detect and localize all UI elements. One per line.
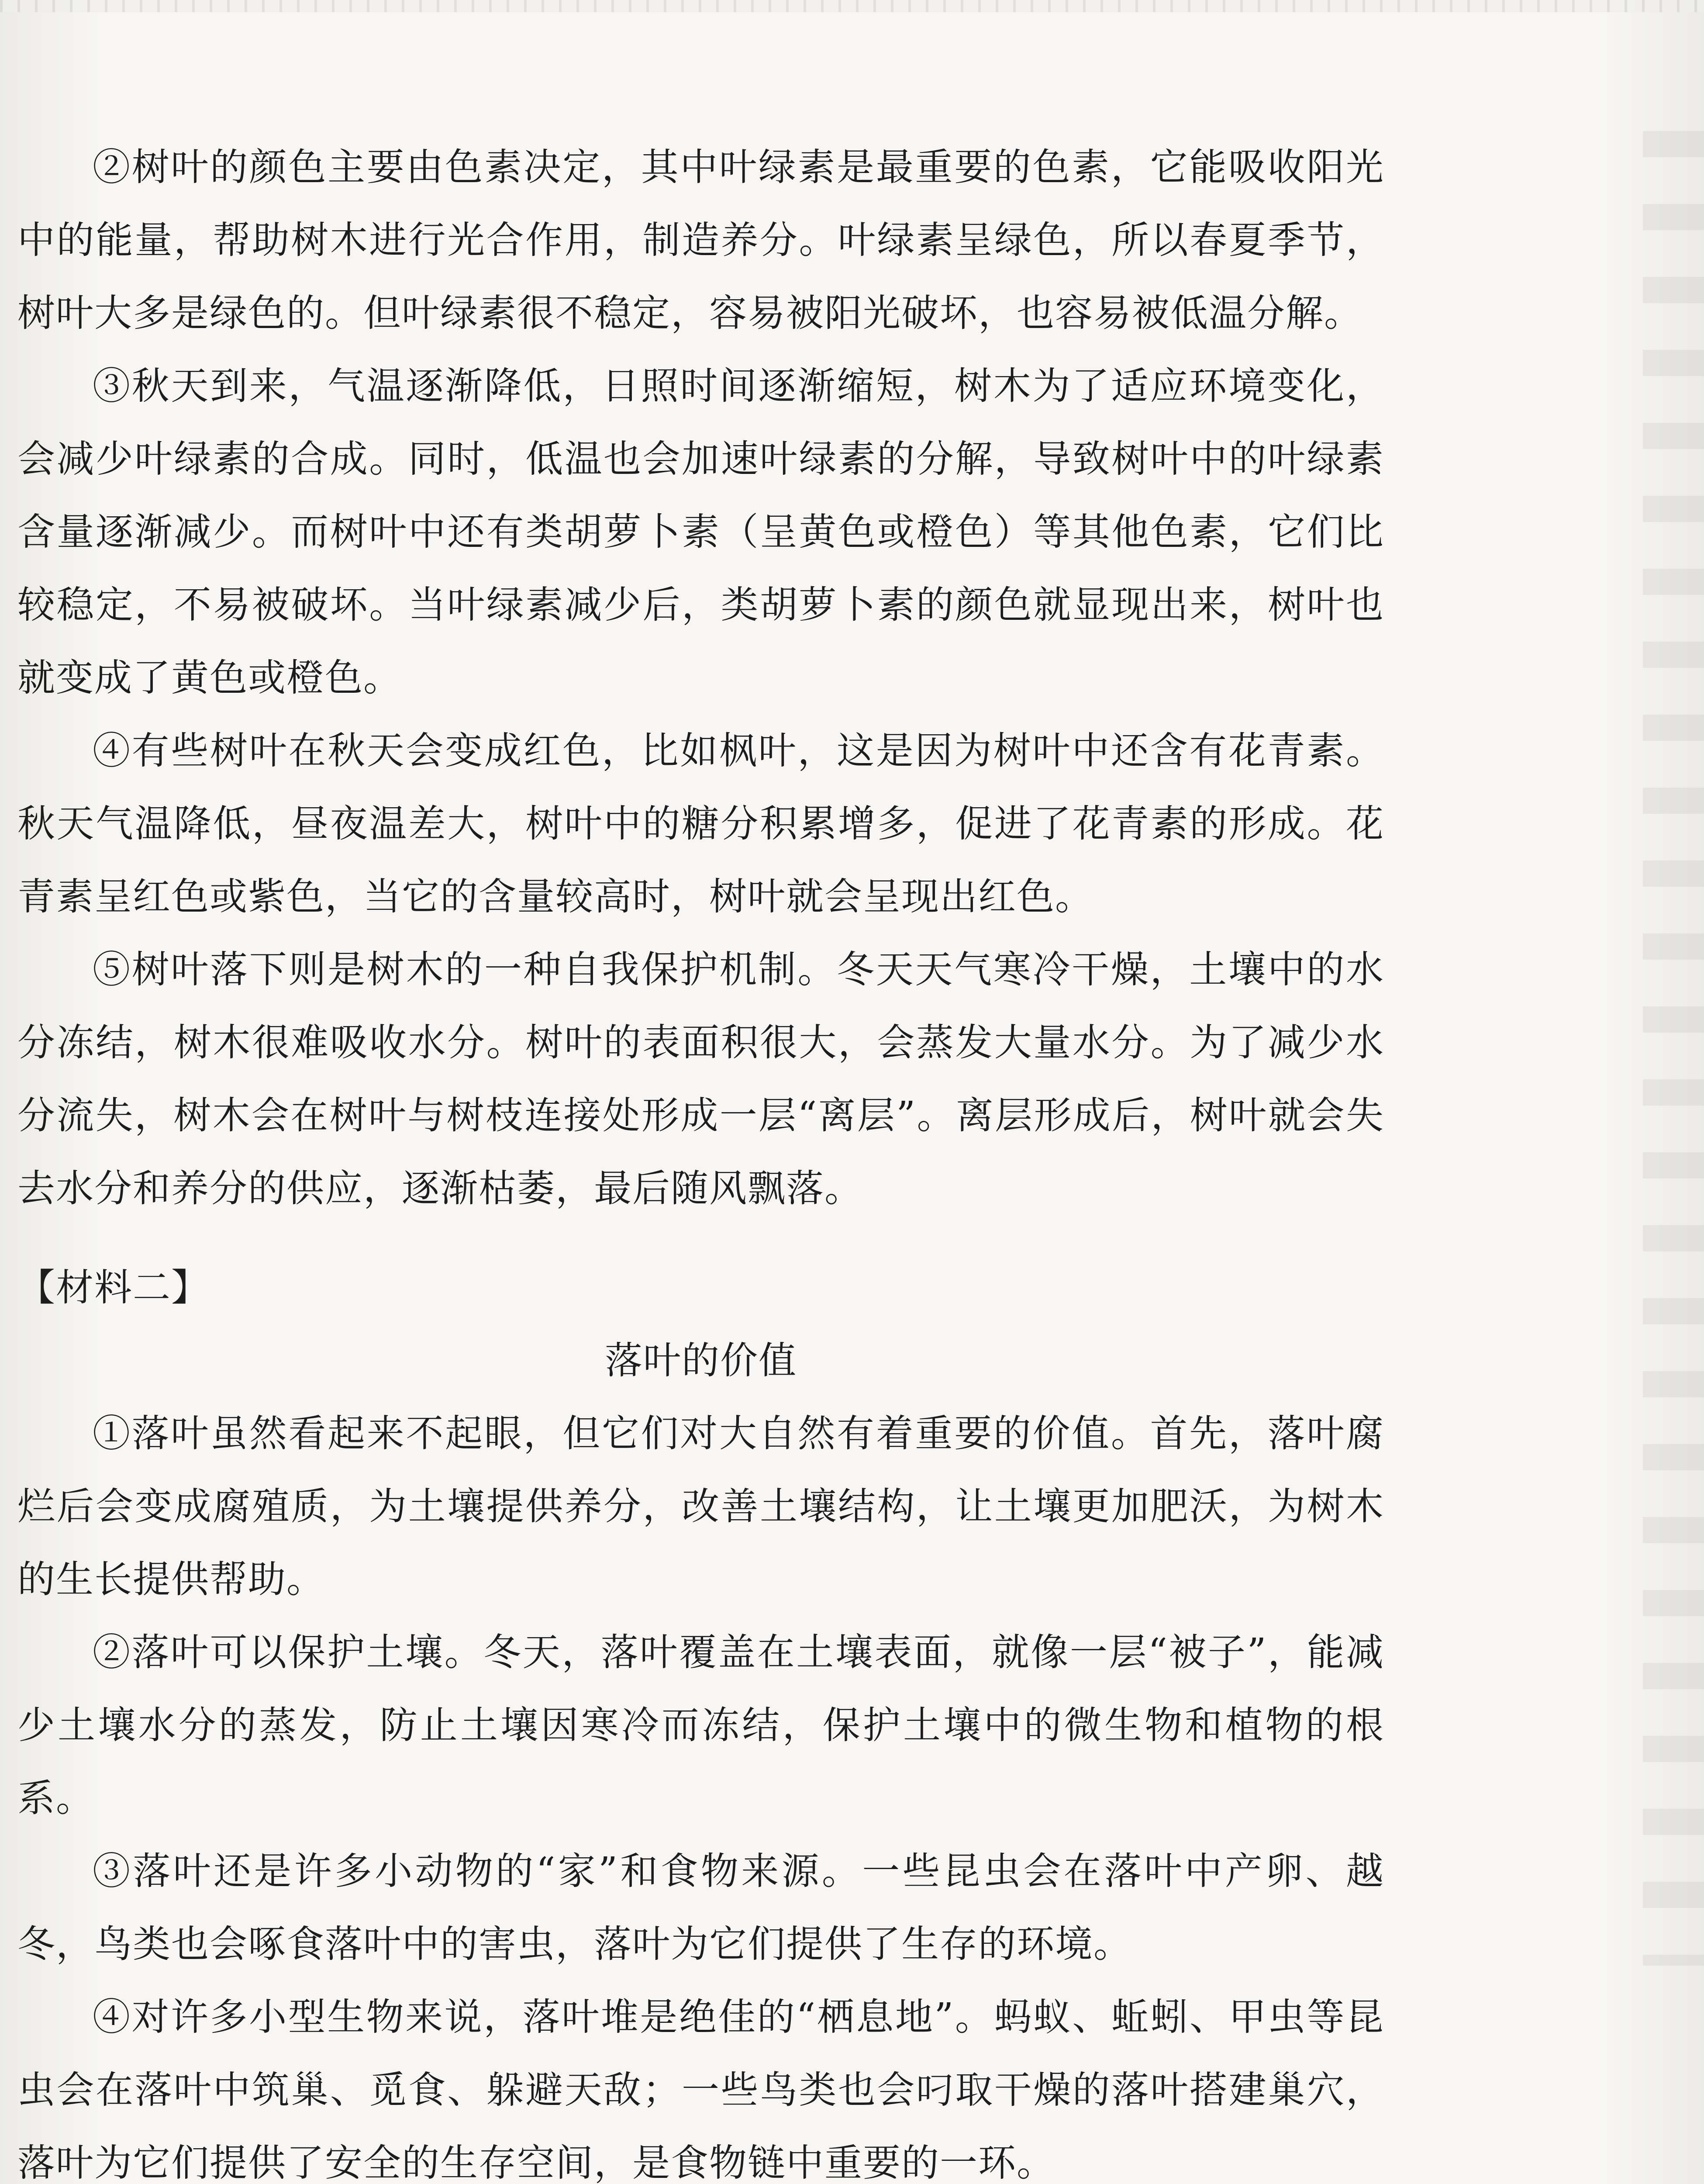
material-2-label: 【材料二】 [17, 1266, 210, 1310]
material2-paragraph-3: ③落叶还是许多小动物的“家”和食物来源。一些昆虫会在落叶中产卵、越冬，鸟类也会啄食落叶中的害虫，落叶为它们提供了生存的环境。 [17, 1849, 1384, 1966]
material2-paragraph-4: ④对许多小型生物来说，落叶堆是绝佳的“栖息地”。蚂蚁、蚯蚓、甲虫等昆虫会在落叶中筑巢、觅食、躲避天敌；一些鸟类也会叼取干燥的落叶搭建巢穴，落叶为它们提供了安全的生存空间，是食物链中重要的一环。 [17, 1995, 1384, 2184]
reverse-side-bleed [1643, 131, 1704, 1966]
paragraph-3-autumn-change: ③秋天到来，气温逐渐降低，日照时间逐渐缩短，树木为了适应环境变化，会减少叶绿素的合成。同时，低温也会加速叶绿素的分解，导致树叶中的叶绿素含量逐渐减少。而树叶中还有类胡萝卜素（呈黄色或橙色）等其他色素，它们比较稳定，不易被破坏。当叶绿素减少后，类胡萝卜素的颜色就显现出来，树叶也就变成了黄色或橙色。 [17, 364, 1384, 700]
page-top-edge [0, 0, 1704, 12]
paragraph-5-leaf-fall: ⑤树叶落下则是树木的一种自我保护机制。冬天天气寒冷干燥，土壤中的水分冻结，树木很难吸收水分。树叶的表面积很大，会蒸发大量水分。为了减少水分流失，树木会在树叶与树枝连接处形成一层“离层”。离层形成后，树叶就会失去水分和养分的供应，逐渐枯萎，最后随风飘落。 [17, 948, 1384, 1210]
material2-paragraph-1: ①落叶虽然看起来不起眼，但它们对大自然有着重要的价值。首先，落叶腐烂后会变成腐殖质，为土壤提供养分，改善土壤结构，让土壤更加肥沃，为树木的生长提供帮助。 [17, 1412, 1384, 1601]
article-title: 落叶的价值 [605, 1339, 797, 1382]
material2-paragraph-2: ②落叶可以保护土壤。冬天，落叶覆盖在土壤表面，就像一层“被子”，能减少土壤水分的蒸发，防止土壤因寒冷而冻结，保护土壤中的微生物和植物的根系。 [17, 1631, 1384, 1820]
paragraph-2-leaf-pigment: ②树叶的颜色主要由色素决定，其中叶绿素是最重要的色素，它能吸收阳光中的能量，帮助树木进行光合作用，制造养分。叶绿素呈绿色，所以春夏季节，树叶大多是绿色的。但叶绿素很不稳定，容易被阳光破坏，也容易被低温分解。 [17, 145, 1384, 335]
paragraph-4-red-leaves: ④有些树叶在秋天会变成红色，比如枫叶，这是因为树叶中还含有花青素。秋天气温降低，昼夜温差大，树叶中的糖分积累增多，促进了花青素的形成。花青素呈红色或紫色，当它的含量较高时，树叶就会呈现出红色。 [17, 729, 1384, 919]
document-body [17, 131, 1384, 2184]
